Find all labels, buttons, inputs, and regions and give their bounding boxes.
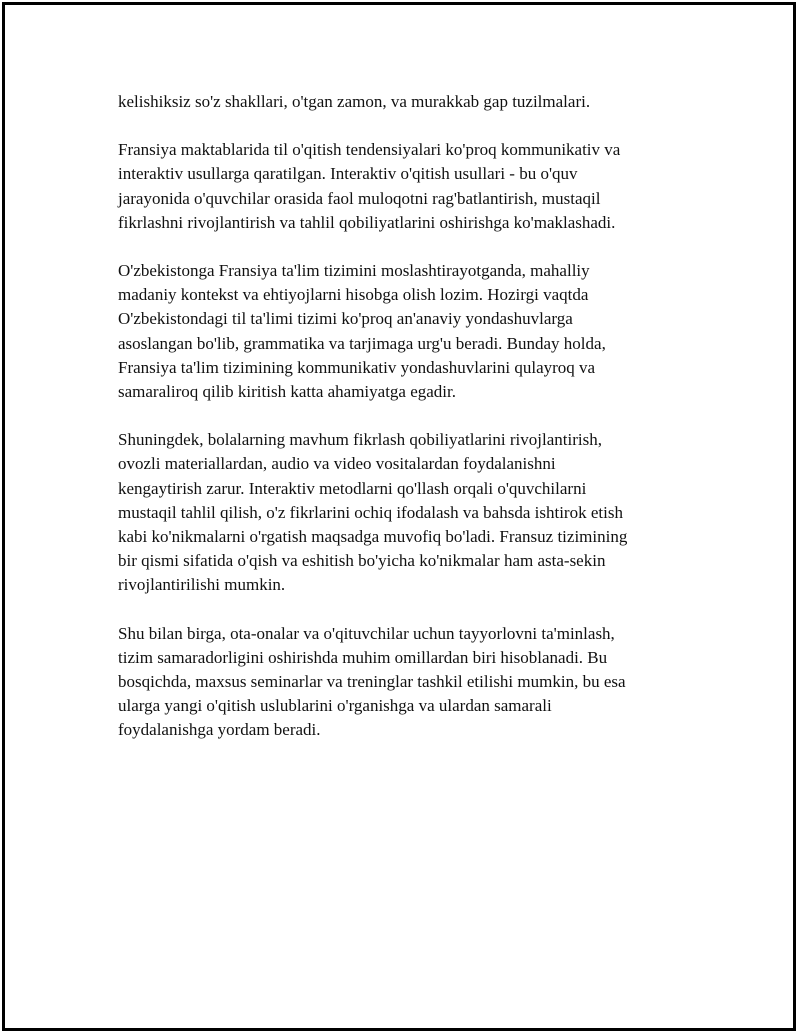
paragraph-line: Fransiya ta'lim tizimining kommunikativ yondashuvlarini qulayroq va: [118, 357, 596, 377]
paragraph-line: kelishiksiz so'z shakllari, o'tgan zamon, va murakkab gap tuzilmalari.: [118, 92, 591, 111]
paragraph-line: mustaqil tahlil qilish, o'z fikrlarini ochiq ifodalash va bahsda ishtirok etish: [118, 502, 623, 522]
paragraph-line: kabi ko'nikmalarni o'rgatish maqsadga muvofiq bo'ladi. Fransuz tizimining: [118, 527, 628, 547]
paragraph-line: Fransiya maktablarida til o'qitish tendensiyalari ko'proq kommunikativ va: [118, 140, 621, 160]
paragraph-line: kengaytirish zarur. Interaktiv metodlarni qo'llash orqali o'quvchilarni: [118, 478, 587, 498]
paragraph-line: rivojlantirilishi mumkin.: [118, 575, 286, 595]
paragraph-line: O'zbekistonga Fransiya ta'lim tizimini moslashtirayotganda, mahalliy: [118, 261, 590, 281]
paragraph-line: madaniy kontekst va ehtiyojlarni hisobga olish lozim. Hozirgi vaqtda: [118, 285, 589, 305]
paragraph: [118, 138, 683, 235]
paragraph-line: Shu bilan birga, ota-onalar va o'qituvchilar uchun tayyorlovni ta'minlash,: [118, 623, 615, 643]
paragraph: [118, 622, 683, 743]
paragraph-line: O'zbekistondagi til ta'limi tizimi ko'proq an'anaviy yondashuvlarga: [118, 309, 573, 329]
paragraph-line: Shuningdek, bolalarning mavhum fikrlash qobiliyatlarini rivojlantirish,: [118, 430, 602, 450]
paragraph-line: ovozli materiallardan, audio va video vositalardan foydalanishni: [118, 454, 556, 474]
document-body: [118, 90, 683, 767]
paragraph-line: asoslangan bo'lib, grammatika va tarjimaga urg'u beradi. Bunday holda,: [118, 333, 606, 353]
paragraph-line: bir qismi sifatida o'qish va eshitish bo'yicha ko'nikmalar ham asta-sekin: [118, 551, 606, 571]
paragraph: [118, 90, 683, 114]
paragraph-line: interaktiv usullarga qaratilgan. Interaktiv o'qitish usullari - bu o'quv: [118, 164, 578, 184]
paragraph-line: tizim samaradorligini oshirishda muhim omillardan biri hisoblanadi. Bu: [118, 647, 608, 667]
paragraph-line: samaraliroq qilib kiritish katta ahamiyatga egadir.: [118, 382, 457, 402]
paragraph-line: fikrlashni rivojlantirish va tahlil qobiliyatlarini oshirishga ko'maklashadi.: [118, 212, 616, 232]
paragraph: [118, 259, 683, 404]
paragraph-line: foydalanishga yordam beradi.: [118, 720, 321, 740]
paragraph-line: jarayonida o'quvchilar orasida faol muloqotni rag'batlantirish, mustaqil: [118, 188, 601, 208]
paragraph-line: ularga yangi o'qitish uslublarini o'rganishga va ulardan samarali: [118, 696, 552, 716]
paragraph-line: bosqichda, maxsus seminarlar va treninglar tashkil etilishi mumkin, bu esa: [118, 672, 626, 692]
paragraph: [118, 428, 683, 597]
